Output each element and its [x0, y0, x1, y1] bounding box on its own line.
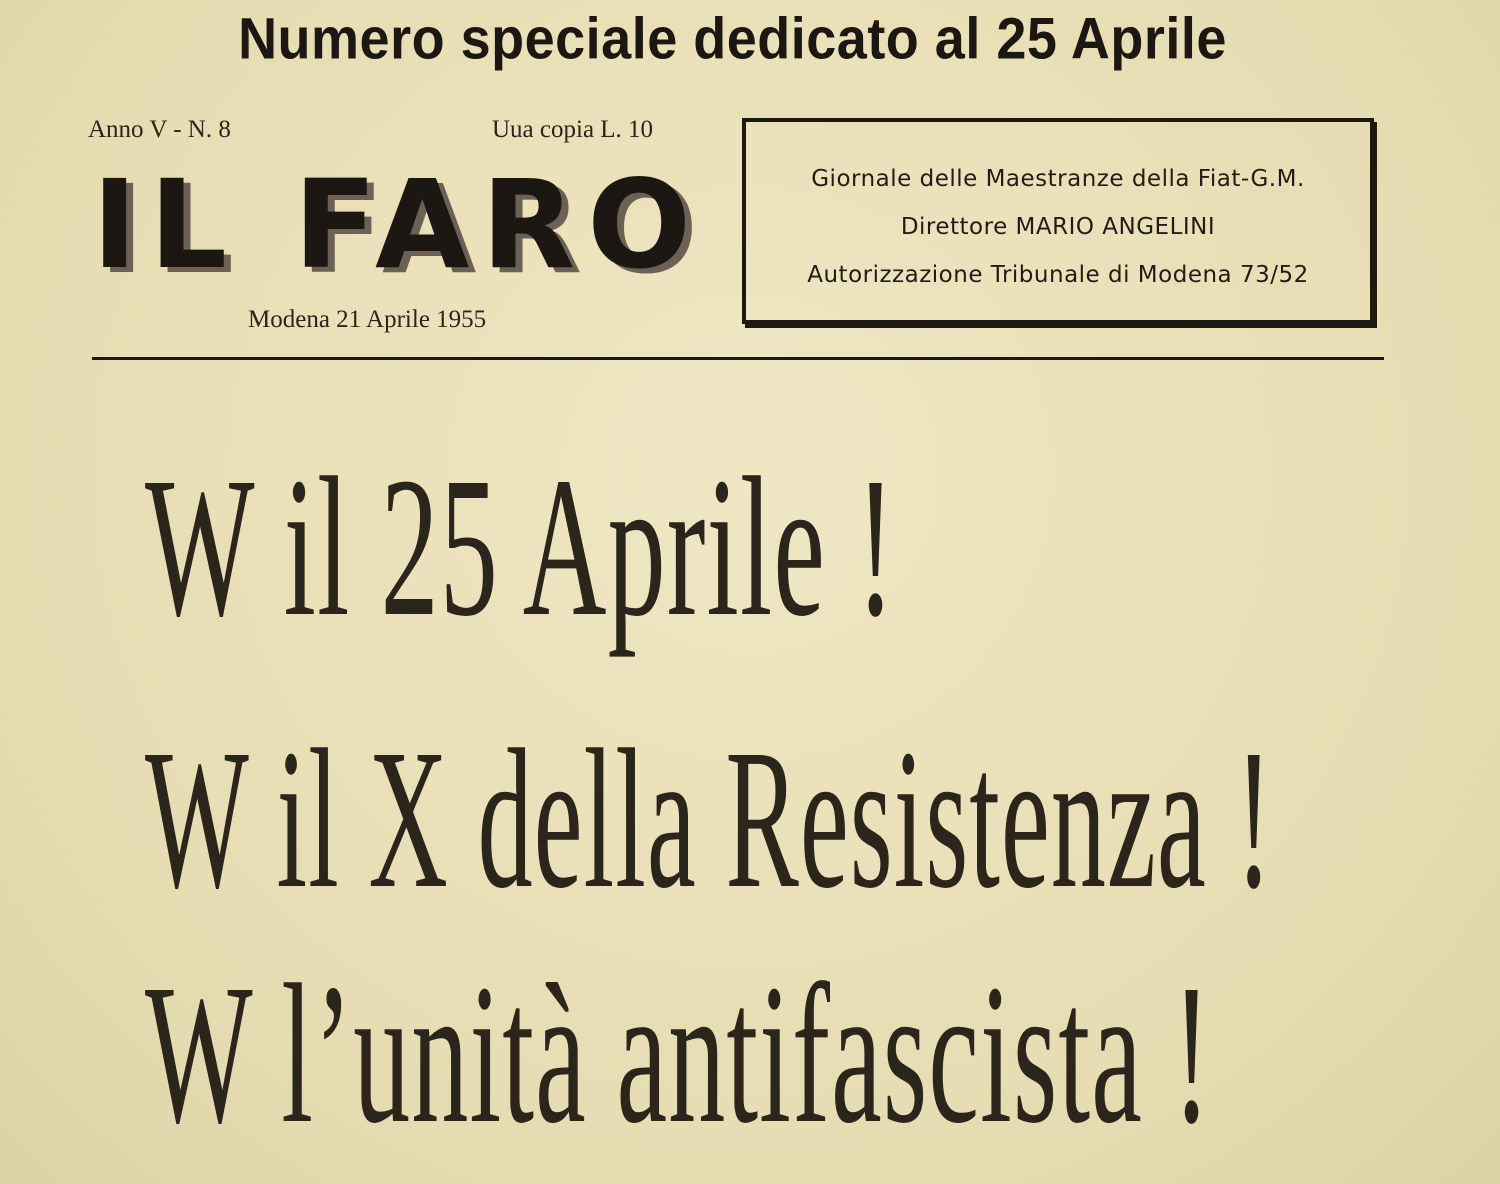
headline-1: W il 25 Aprile ! [145, 437, 896, 658]
header-divider [92, 357, 1384, 360]
headline-2: W il X della Resistenza ! [145, 709, 1274, 930]
publication-info-box [742, 118, 1374, 324]
special-issue-banner: Numero speciale dedicato al 25 Aprile [238, 6, 1227, 72]
director-line: Direttore MARIO ANGELINI [900, 214, 1216, 240]
headline-3: W l’unità antifascista ! [145, 944, 1212, 1165]
masthead-logo: IL FARO [92, 154, 704, 296]
authorization-line: Autorizzazione Tribunale di Modena 73/52 [807, 262, 1309, 288]
issue-number: Anno V - N. 8 [88, 116, 231, 143]
copy-price: Uua copia L. 10 [492, 116, 654, 143]
dateline: Modena 21 Aprile 1955 [248, 306, 487, 333]
publisher-line: Giornale delle Maestranze della Fiat-G.M. [811, 166, 1305, 192]
